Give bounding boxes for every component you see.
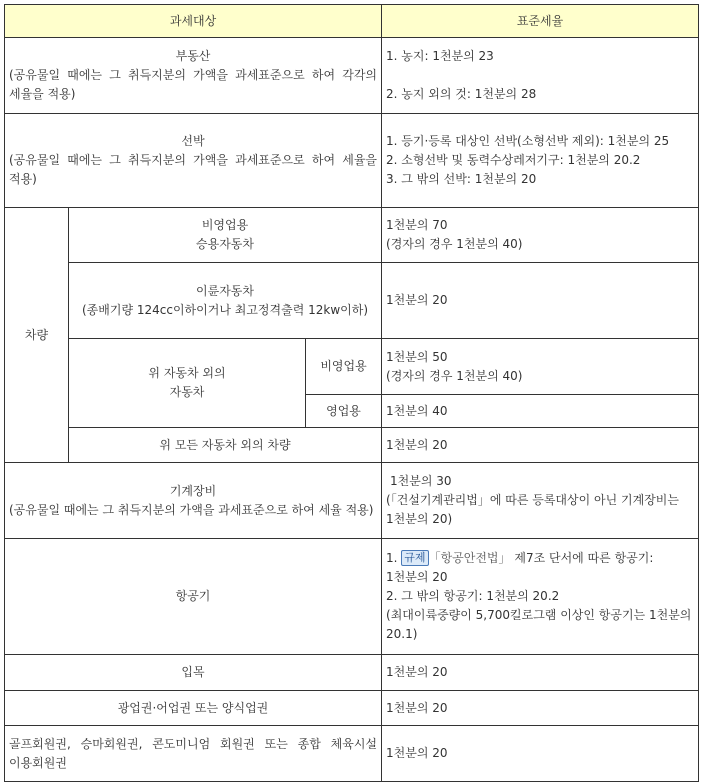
vehicle-noncommercial-title-2: 승용자동차 <box>196 237 254 251</box>
rate-cell <box>382 208 699 263</box>
subject-cell <box>5 463 382 539</box>
subject-cell <box>69 263 382 339</box>
timber-title: 입목 <box>5 655 382 691</box>
membership-title: 골프회원권, 승마회원권, 콘도미니엄 회원권 또는 종합 체육시설 이용회원권 <box>5 726 382 782</box>
header-rate: 표준세율 <box>382 5 699 38</box>
vehicle-twowheel-title: 이륜자동차 <box>196 283 254 298</box>
rate-cell <box>382 114 699 208</box>
machinery-title: 기계장비 <box>169 483 217 498</box>
aircraft-item-1-number: 1. <box>386 551 398 565</box>
table-row <box>5 263 699 339</box>
table-row <box>5 114 699 208</box>
table-row <box>5 339 699 395</box>
timber-rate: 1천분의 20 <box>382 655 699 691</box>
rate-cell <box>382 339 699 395</box>
realestate-note: (공유물일 때에는 그 취득지분의 가액을 과세표준으로 하여 각각의 세율을 적용) <box>9 68 378 101</box>
vehicle-twowheel-note: (종배기량 124cc이하이거나 최고정격출력 12kw이하) <box>82 302 369 317</box>
law-link[interactable]: 「항공안전법」 <box>428 551 511 565</box>
ship-rate-2: 2. 소형선박 및 동력수상레저기구: 1천분의 20.2 <box>386 153 641 167</box>
ship-note: (공유물일 때에는 그 취득지분의 가액을 과세표준으로 하여 세율을 적용) <box>9 153 378 186</box>
ship-title: 선박 <box>181 134 205 148</box>
subject-cell <box>69 339 306 428</box>
table-row <box>5 463 699 539</box>
aircraft-item-1-text: 제7조 단서에 따른 항공기: 1천분의 20 <box>386 551 654 584</box>
vehicle-others-rate: 1천분의 20 <box>382 428 699 463</box>
realestate-rate-2: 2. 농지 외의 것: 1천분의 28 <box>386 87 537 101</box>
subject-cell <box>5 38 382 114</box>
header-subject: 과세대상 <box>5 5 382 38</box>
vehicle-noncommercial-rate-2: (경자의 경우 1천분의 40) <box>386 237 523 251</box>
ship-rate-1: 1. 등기·등록 대상인 선박(소형선박 제외): 1천분의 25 <box>386 134 670 148</box>
vehicle-others-title: 위 모든 자동차 외의 차량 <box>69 428 382 463</box>
rate-cell <box>382 38 699 114</box>
aircraft-title: 항공기 <box>5 539 382 655</box>
mining-rate: 1천분의 20 <box>382 691 699 726</box>
mining-title: 광업권·어업권 또는 양식업권 <box>5 691 382 726</box>
tax-rate-table <box>4 4 699 782</box>
vehicle-other-noncom-rate-2: (경자의 경우 1천분의 40) <box>386 368 523 383</box>
vehicle-noncommercial-rate-1: 1천분의 70 <box>386 218 448 232</box>
vehicle-other-noncom-label: 비영업용 <box>306 339 382 395</box>
membership-rate: 1천분의 20 <box>382 726 699 782</box>
subject-cell <box>69 208 382 263</box>
machinery-note: (공유물일 때에는 그 취득지분의 가액을 과세표준으로 하여 세율 적용) <box>9 502 374 517</box>
realestate-rate-1: 1. 농지: 1천분의 23 <box>386 49 494 63</box>
header-row <box>5 5 699 38</box>
realestate-title: 부동산 <box>175 49 211 63</box>
vehicle-other-com-label: 영업용 <box>306 395 382 428</box>
vehicle-noncommercial-title-1: 비영업용 <box>201 218 249 232</box>
aircraft-item-1 <box>386 549 694 587</box>
table-row <box>5 655 699 691</box>
rate-cell <box>382 463 699 539</box>
table-row <box>5 726 699 782</box>
table-row <box>5 208 699 263</box>
subject-cell <box>5 114 382 208</box>
vehicle-twowheel-rate: 1천분의 20 <box>382 263 699 339</box>
vehicle-other-com-rate: 1천분의 40 <box>382 395 699 428</box>
table-row <box>5 428 699 463</box>
vehicle-other-noncom-rate-1: 1천분의 50 <box>386 349 448 364</box>
machinery-rate-2: (「건설기계관리법」에 따른 등록대상이 아닌 기계장비는 1천분의 20) <box>386 493 679 526</box>
table-row <box>5 691 699 726</box>
regulation-badge[interactable]: 규제 <box>401 550 428 566</box>
vehicle-other-title-2: 자동차 <box>169 385 205 399</box>
machinery-rate-1: 1천분의 30 <box>390 474 452 488</box>
vehicle-other-title-1: 위 자동차 외의 <box>148 366 226 380</box>
rate-cell <box>382 539 699 655</box>
aircraft-item-2: 2. 그 밖의 항공기: 1천분의 20.2 <box>386 589 560 603</box>
table-row <box>5 539 699 655</box>
vehicle-label: 차량 <box>5 208 69 463</box>
aircraft-item-2-note: (최대이륙중량이 5,700킬로그램 이상인 항공기는 1천분의 20.1) <box>386 608 692 641</box>
ship-rate-3: 3. 그 밖의 선박: 1천분의 20 <box>386 172 537 186</box>
table-row <box>5 38 699 114</box>
